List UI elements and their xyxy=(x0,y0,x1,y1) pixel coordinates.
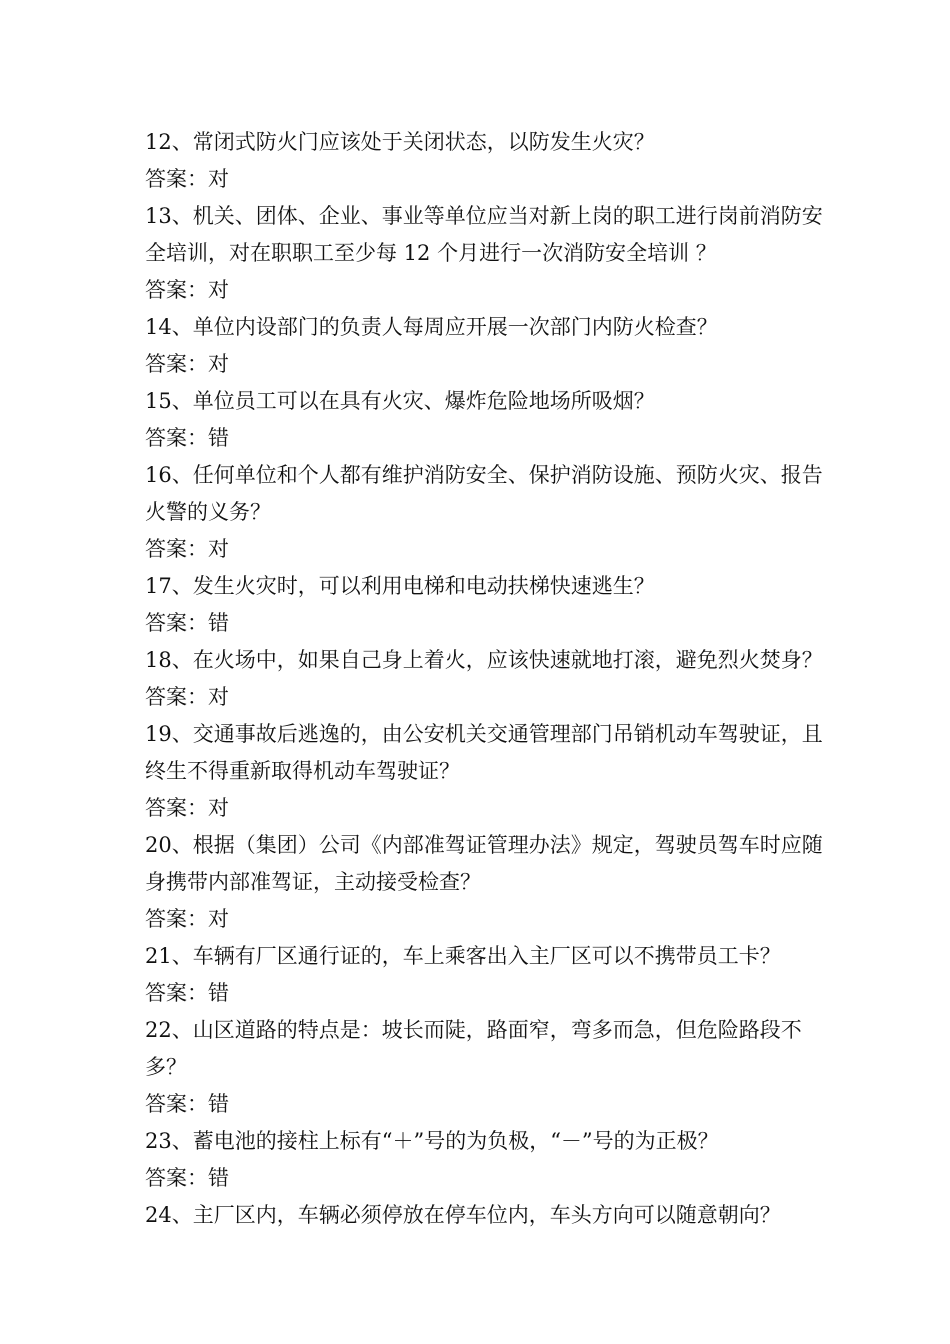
answer-text: 答案：对 xyxy=(145,352,229,376)
question-text: 15、单位员工可以在具有火灾、爆炸危险地场所吸烟？ xyxy=(145,389,655,413)
question-item-21 xyxy=(145,938,825,1012)
answer-text: 答案：对 xyxy=(145,907,229,931)
question-item-18 xyxy=(145,642,825,716)
question-item-23 xyxy=(145,1123,825,1197)
question-item-13 xyxy=(145,198,825,309)
question-item-17 xyxy=(145,568,825,642)
question-item-15 xyxy=(145,383,825,457)
question-text: 12、常闭式防火门应该处于关闭状态，以防发生火灾？ xyxy=(145,130,655,154)
answer-text: 答案：对 xyxy=(145,537,229,561)
question-item-20 xyxy=(145,827,825,938)
answer-text: 答案：对 xyxy=(145,278,229,302)
answer-text: 答案：错 xyxy=(145,981,229,1005)
answer-text: 答案：错 xyxy=(145,426,229,450)
question-item-14 xyxy=(145,309,825,383)
question-item-22 xyxy=(145,1012,825,1123)
answer-text: 答案：对 xyxy=(145,685,229,709)
question-item-24 xyxy=(145,1197,825,1234)
answer-text: 答案：对 xyxy=(145,796,229,820)
question-text: 16、任何单位和个人都有维护消防安全、保护消防设施、预防火灾、报告火警的义务？ xyxy=(145,463,823,524)
question-text: 20、根据（集团）公司《内部准驾证管理办法》规定，驾驶员驾车时应随身携带内部准驾证，主动接受检查？ xyxy=(145,833,823,894)
question-text: 17、发生火灾时，可以利用电梯和电动扶梯快速逃生？ xyxy=(145,574,655,598)
answer-text: 答案：对 xyxy=(145,167,229,191)
question-item-19 xyxy=(145,716,825,827)
question-text: 13、机关、团体、企业、事业等单位应当对新上岗的职工进行岗前消防安全培训，对在职职工至少每 12 个月进行一次消防安全培训 ？ xyxy=(145,204,823,265)
question-text: 21、车辆有厂区通行证的，车上乘客出入主厂区可以不携带员工卡？ xyxy=(145,944,781,968)
question-text: 23、蓄电池的接柱上标有“＋”号的为负极，“－”号的为正极？ xyxy=(145,1129,719,1153)
question-item-16 xyxy=(145,457,825,568)
question-text: 24、主厂区内，车辆必须停放在停车位内，车头方向可以随意朝向？ xyxy=(145,1203,781,1227)
question-text: 22、山区道路的特点是：坡长而陡，路面窄，弯多而急，但危险路段不多？ xyxy=(145,1018,802,1079)
question-item-12 xyxy=(145,124,825,198)
question-text: 14、单位内设部门的负责人每周应开展一次部门内防火检查？ xyxy=(145,315,718,339)
answer-text: 答案：错 xyxy=(145,611,229,635)
question-list xyxy=(145,124,825,1234)
answer-text: 答案：错 xyxy=(145,1092,229,1116)
question-text: 18、在火场中，如果自己身上着火，应该快速就地打滚，避免烈火焚身？ xyxy=(145,648,823,672)
question-text: 19、交通事故后逃逸的，由公安机关交通管理部门吊销机动车驾驶证，且终生不得重新取得机动车驾驶证？ xyxy=(145,722,823,783)
answer-text: 答案：错 xyxy=(145,1166,229,1190)
